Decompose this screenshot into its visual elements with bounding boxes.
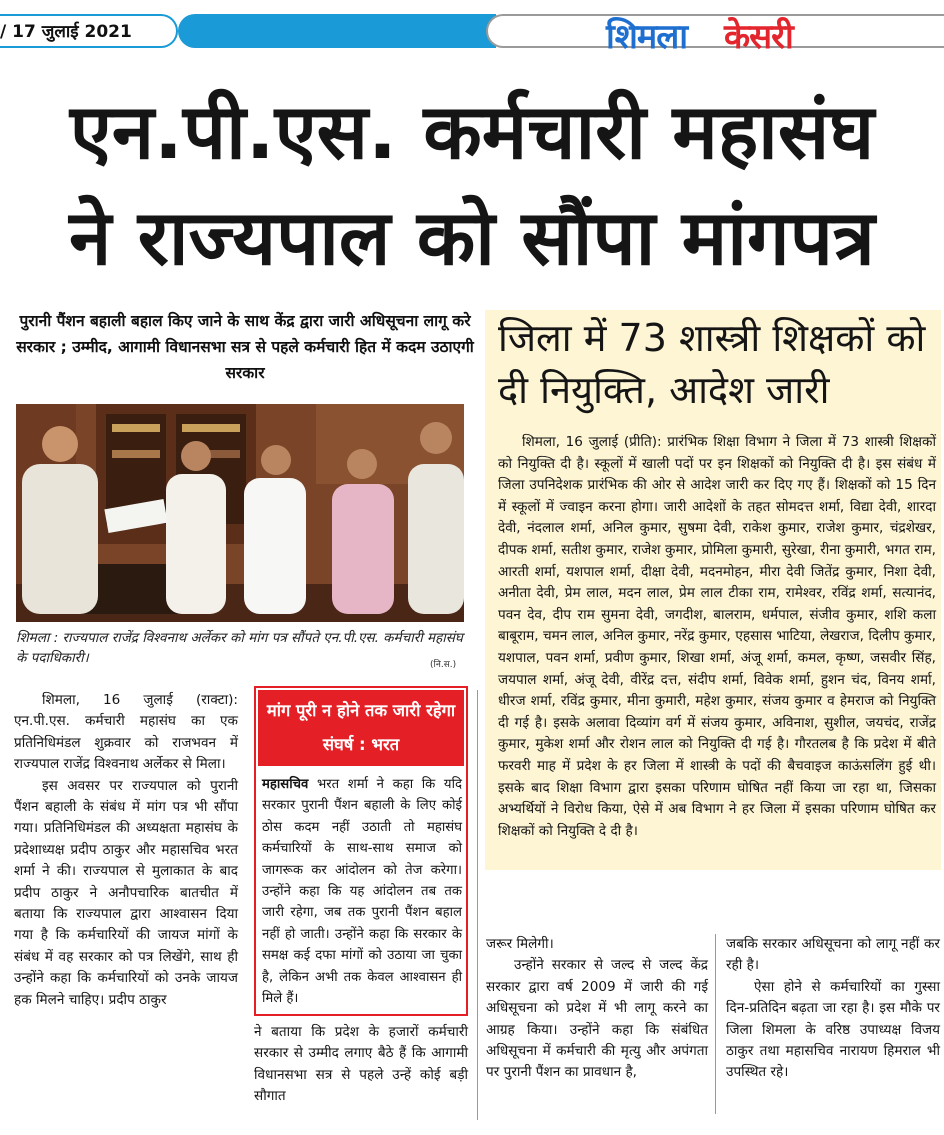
masthead-logo-part2: केसरी [724,17,793,57]
right-lower-column-2 [726,934,940,1084]
r2-para-2: ऐसा होने से कर्मचारियों का गुस्सा दिन-प्रतिदिन बढ़ता जा रहा है। इस मौके पर जिला शिमला के वरिष्ठ उपाध्यक्ष विजय ठाकुर तथा महासचिव नारायण हिमराल भी उपस्थित रहे। [726,978,940,1081]
photo-caption: शिमला : राज्यपाल राजेंद्र विश्वनाथ अर्लेकर को मांग पत्र सौंपते एन.पी.एस. कर्मचारी महासंघ के पदाधिकारी। [16,630,463,666]
blue-band [178,14,496,48]
right-lower-column-1 [486,934,708,1084]
box-text: भरत शर्मा ने कहा कि यदि सरकार पुरानी पैंशन बहाली के लिए कोई ठोस कदम नहीं उठाती तो महासंघ कर्मचारियों के साथ-साथ समाज को जागरूक कर आंदोलन को तेज करेगा। उन्होंने कहा कि यह आंदोलन तब तक जारी रहेगा, जब तक पुरानी पैंशन बहाल नहीं हो जाती। उन्होंने कहा कि सरकार के समक्ष कई दफा मांगों को उठाया जा चुका है, लेकिन अभी तक केवल आश्वासन ही मिले हैं। [262,777,462,1007]
left-para-2: इस अवसर पर राज्यपाल को पुरानी पैंशन बहाली के संबंध में मांग पत्र भी सौंपा गया। प्रतिनिधिमंडल की अध्यक्षता महासंघ के प्रदेशाध्यक्ष प्रदीप ठाकुर और महासचिव भरत शर्मा ने की। राज्यपाल से मुलाकात के बाद प्रदीप ठाकुर ने अनौपचारिक बातचीत में बताया कि राज्यपाल द्वारा आश्वासन दिया गया है कि कर्मचारियों की जायज मांगों के संबंध में वह सरकार को पत्र लिखेंगे, साथ ही उन्होंने कहा कि कर्मचारियों को उनके जायज हक मिलने चाहिए। प्रदीप ठाकुर [14,777,238,1008]
r2-para-1: जबकि सरकार अधिसूचना को लागू नहीं कर रही है। [726,936,940,974]
box-title: मांग पूरी न होने तक जारी रहेगा संघर्ष : भरत [266,701,456,754]
masthead-logo-part1: शिमला [606,17,688,57]
left-para-1: शिमला, 16 जुलाई (राक्टा): एन.पी.एस. कर्मचारी महासंघ का एक प्रतिनिधिमंडल शुक्रवार को राजभवन में राज्यपाल राजेंद्र विश्वनाथ अर्लेकर से मिला। [14,692,238,773]
issue-date: / 17 जुलाई 2021 [0,22,132,42]
news-photo [16,404,464,622]
subheadline: पुरानी पैंशन बहाली बहाल किए जाने के साथ केंद्र द्वारा जारी अधिसूचना लागू करे सरकार ; उम्मीद, आगामी विधानसभा सत्र से पहले कर्मचारी हित में कदम उठाएगी सरकार [16,312,474,382]
right-article-headline: जिला में 73 शास्त्री शिक्षकों को दी नियुक्ति, आदेश जारी [498,316,926,412]
r1-para-1: जरूर मिलेगी। [486,936,554,952]
headline-line1: एन.पी.एस. कर्मचारी महासंघ [69,87,875,176]
photo-credit: (नि.स.) [430,660,457,670]
masthead-frame [486,14,944,48]
r1-para-2: उन्होंने सरकार से जल्द से जल्द केंद्र सरकार द्वारा वर्ष 2009 में जारी की गई अधिसूचना को प्रदेश में भी लागू करने का आग्रह किया। उन्होंने कहा कि संबंधित अधिसूचना में कर्मचारी की मृत्यु और अपंगता पर पुरानी पैंशन का प्रावधान है, [486,957,708,1081]
column-divider [715,934,716,1114]
photo-illustration [16,404,464,622]
headline-line2: ने राज्यपाल को सौंपा मांगपत्र [69,193,875,282]
box-column [262,774,462,1009]
box-lead: महासचिव [262,777,309,792]
left-column [14,690,238,1011]
right-article-body: शिमला, 16 जुलाई (प्रीति): प्रारंभिक शिक्षा विभाग ने जिला में 73 शास्त्री शिक्षकों को नियुक्ति दी है। स्कूलों में खाली पदों पर इन शिक्षकों को नियुक्ति दी है। इस संबंध में जिला उपनिदेशक प्रारंभिक की ओर से आदेश जारी कर दिए गए हैं। शिक्षकों को 15 दिन में स्कूलों में ज्वाइन करना होगा। जारी आदेशों के तहत सोमदत्त शर्मा, विद्या देवी, शारदा देवी, नंदलाल शर्मा, अनिल कुमार, सुषमा देवी, राकेश कुमार, राजेश कुमार, चंद्रशेखर, दीपक शर्मा, सतीश कुमार, राजेश कुमार, प्रोमिला कुमारी, सुरेखा, रीना कुमारी, भगत राम, आरती शर्मा, यशपाल शर्मा, दीक्षा देवी, मदनमोहन, मीरा देवी जितेंद्र कुमार, निशा देवी, अनीता देवी, प्रेम लाल, मदन लाल, प्रेम लाल टीका राम, रामेश्वर, रविंद्र शर्मा, सत्यानंद, पवन देव, दीप राम सुमना देवी, जगदीश, बालराम, धर्मपाल, संजीव कुमार, शशि कला बाबूराम, चमन लाल, अनिल कुमार, नरेंद्र कुमार, एहसास भाटिया, लेखराज, दिलीप कुमार, यशपाल, पवन शर्मा, प्रवीण कुमार, शिखा शर्मा, अंजू शर्मा, कमल, कृष्ण, जसवीर सिंह, जयपाल शर्मा, अंजू देवी, वीरेंद्र दत्त, संदीप शर्मा, विवेक शर्मा, हुशन चंद, विनय शर्मा, धीरज शर्मा, रविंद्र कुमार, मीना कुमारी, महेश कुमार, संजय कुमार व हेमराज को नियुक्ति दी गई है। इसके अलावा दिव्यांग वर्ग में संजय कुमार, अविनाश, सुशील, जयचंद, राजेंद्र कुमार, मुकेश शर्मा और रोशन लाल को नियुक्ति दी गई है। गौरतलब है कि प्रदेश में बीते फरवरी माह में प्रदेश के हर जिला में शास्त्री के पदों की बैचवाइज काऊंसलिंग हुई थी। इसके बाद शिक्षा विभाग द्वारा इसका परिणाम घोषित नहीं किया जा रहा था, जिसका अभ्यर्थियों ने विरोध किया, ऐसे में अब विभाग ने हर जिला में इसका परिणाम घोषित कर शिक्षकों को नियुक्ति दे दी है। [498,434,936,839]
mid-column-continued: ने बताया कि प्रदेश के हजारों कर्मचारी सरकार से उम्मीद लगाए बैठे हैं कि आगामी विधानसभा सत्र से पहले उन्हें कोई बड़ी सौगात [254,1024,468,1105]
column-divider-mid [477,690,478,1120]
